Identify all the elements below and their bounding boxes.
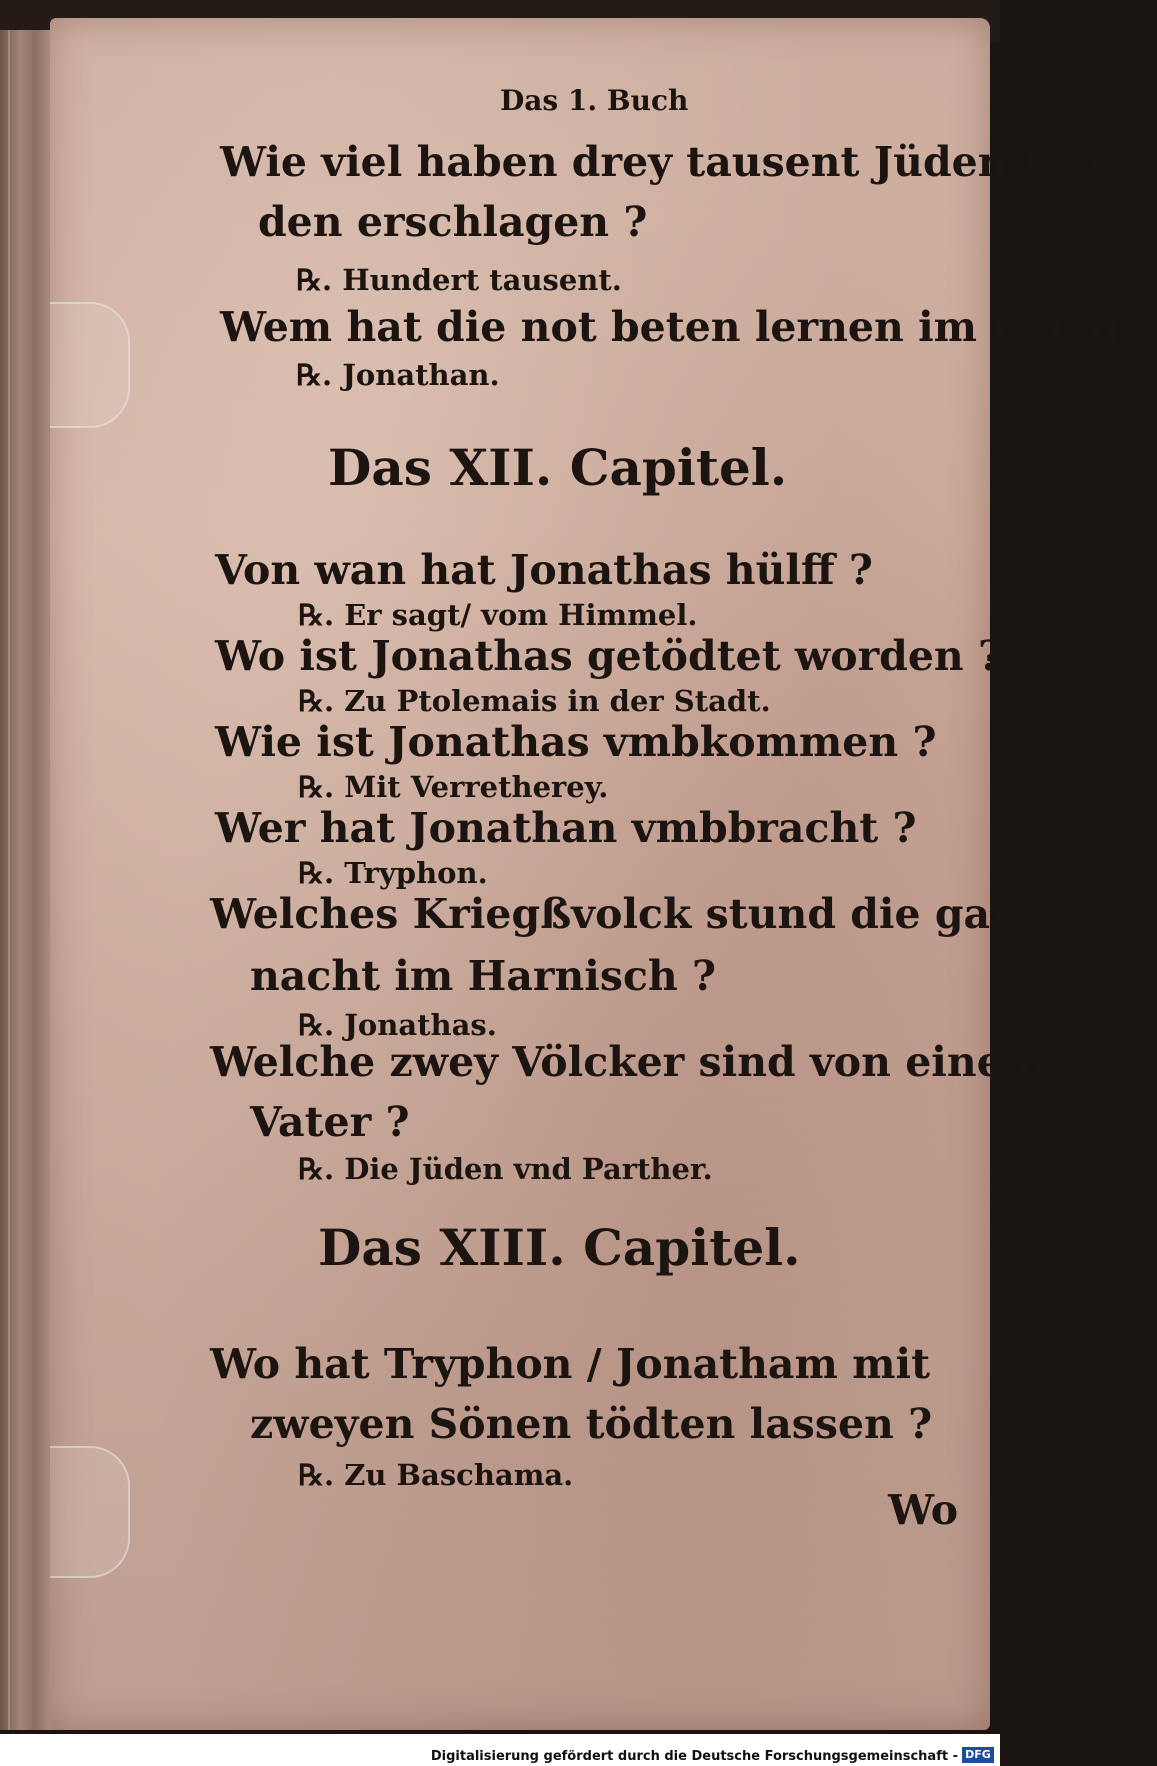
running-head: Das 1. Buch	[500, 84, 689, 117]
question-line: Wo ist Jonathas getödtet worden ?	[215, 632, 1003, 680]
question-line: den erschlagen ?	[258, 198, 648, 246]
answer-line: ℞. Die Jüden vnd Parther.	[298, 1152, 713, 1186]
chapter-heading-12: Das XII. Capitel.	[328, 438, 788, 497]
question-line: Wo hat Tryphon / Jonatham mit	[210, 1340, 931, 1388]
catchword: Wo	[888, 1486, 959, 1534]
question-line: Vater ?	[250, 1098, 410, 1146]
page-clip-bottom	[50, 1446, 130, 1578]
chapter-heading-13: Das XIII. Capitel.	[318, 1218, 801, 1277]
page-clip-top	[50, 302, 130, 428]
question-line: Welche zwey Völcker sind von einem	[210, 1038, 1047, 1086]
answer-line: ℞. Jonathas.	[298, 1008, 497, 1042]
answer-line: ℞. Jonathan.	[296, 358, 500, 392]
question-line: Wer hat Jonathan vmbbracht ?	[215, 804, 917, 852]
answer-line: ℞. Zu Ptolemais in der Stadt.	[298, 684, 771, 718]
question-line: Welches Kriegßvolck stund die gantze	[210, 890, 1089, 938]
question-line: Von wan hat Jonathas hülff ?	[215, 546, 873, 594]
answer-line: ℞. Hundert tausent.	[296, 263, 622, 297]
question-line: Wie ist Jonathas vmbkommen ?	[215, 718, 937, 766]
question-line: nacht im Harnisch ?	[250, 952, 717, 1000]
question-line: Wem hat die not beten lernen im Krieg ?	[220, 303, 1157, 351]
dfg-logo: DFG	[962, 1747, 994, 1763]
answer-line: ℞. Tryphon.	[298, 856, 488, 890]
footer-credit: Digitalisierung gefördert durch die Deutsche Forschungsgemeinschaft -	[430, 1749, 958, 1764]
answer-line: ℞. Mit Verretherey.	[298, 770, 609, 804]
answer-line: ℞. Er sagt/ vom Himmel.	[298, 598, 698, 632]
question-line: zweyen Sönen tödten lassen ?	[250, 1400, 933, 1448]
book-page	[50, 18, 1157, 1730]
answer-line: ℞. Zu Baschama.	[298, 1458, 574, 1492]
question-line: Wie viel haben drey tausent Jüden Hei-	[220, 138, 1120, 186]
